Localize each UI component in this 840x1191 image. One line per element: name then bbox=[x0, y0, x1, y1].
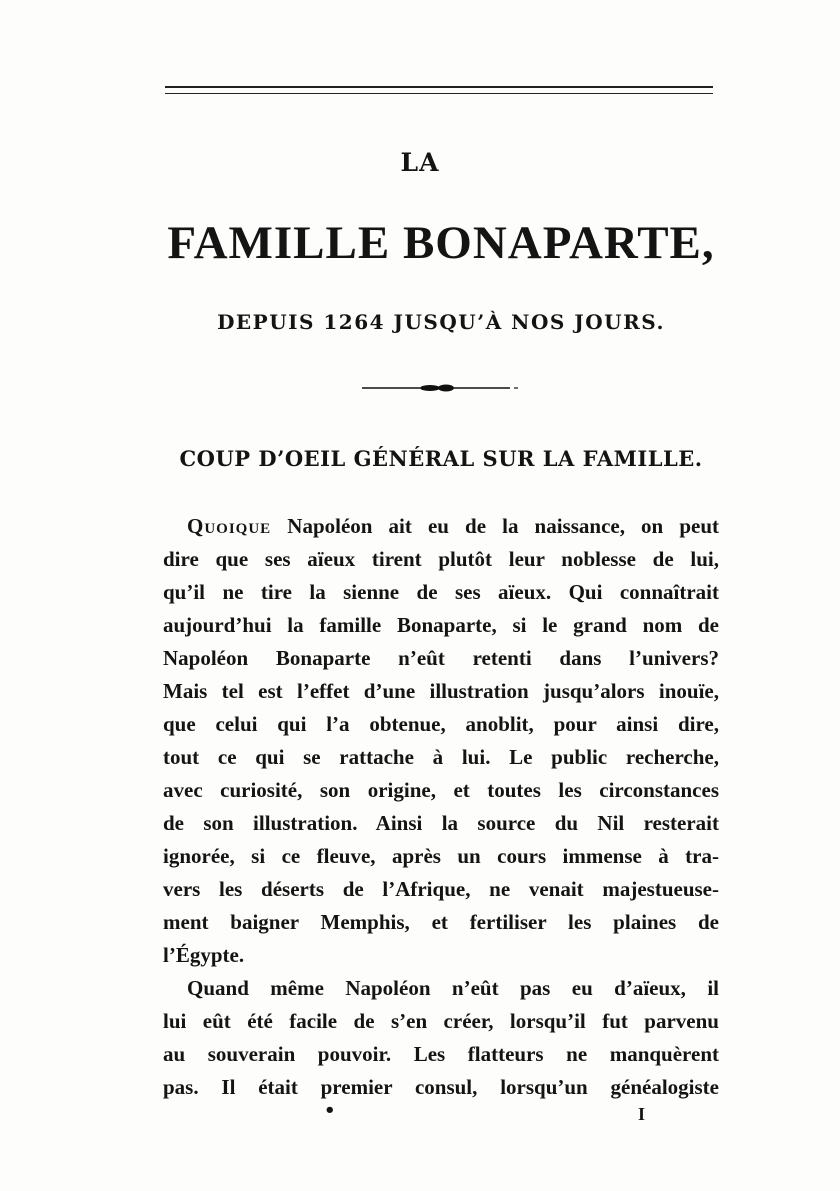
paragraph-1-line: dire que ses aïeux tirent plutôt leur noblesse de lui, bbox=[163, 547, 719, 571]
section-heading: COUP D’OEIL GÉNÉRAL SUR LA FAMILLE. bbox=[179, 446, 703, 471]
paragraph-1-line: aujourd’hui la famille Bonaparte, si le grand nom de bbox=[163, 613, 719, 637]
paragraph-1-line: tout ce qui se rattache à lui. Le public recherche, bbox=[163, 745, 719, 769]
top-double-rule bbox=[165, 86, 713, 94]
paragraph-1-line: Mais tel est l’effet d’une illustration jusqu’alors inouïe, bbox=[163, 679, 719, 703]
paragraph-1-line: Napoléon Bonaparte n’eût retenti dans l’univers? bbox=[163, 646, 719, 670]
subtitle: DEPUIS 1264 JUSQU’À NOS JOURS. bbox=[217, 310, 665, 334]
page-title: FAMILLE BONAPARTE, bbox=[167, 217, 715, 269]
paragraph-1-line-1 bbox=[163, 510, 719, 543]
paragraph-1-line: avec curiosité, son origine, et toutes les circonstances bbox=[163, 778, 719, 802]
signature-mark: I bbox=[638, 1104, 646, 1124]
paragraph-1-line-1-rest: Napoléon ait eu de la naissance, on peut bbox=[271, 514, 719, 538]
paragraph-1-line: l’Égypte. bbox=[163, 943, 245, 967]
paragraph-2-line: lui eût été facile de s’en créer, lorsqu’il fut parvenu bbox=[163, 1009, 719, 1033]
paragraph-2-line: pas. Il était premier consul, lorsqu’un généalogiste bbox=[163, 1075, 719, 1099]
paragraph-1-line: ignorée, si ce fleuve, après un cours immense à tra- bbox=[163, 844, 719, 868]
paragraph-1-line: de son illustration. Ainsi la source du Nil resterait bbox=[163, 811, 719, 835]
paragraph-1-line: qu’il ne tire la sienne de ses aïeux. Qui connaîtrait bbox=[163, 580, 719, 604]
paragraph-2-line: Quand même Napoléon n’eût pas eu d’aïeux, il bbox=[187, 976, 719, 1000]
pre-title: LA bbox=[400, 148, 440, 177]
paragraph-1-line: ment baigner Memphis, et fertiliser les plaines de bbox=[163, 910, 719, 934]
body-text bbox=[163, 510, 719, 1104]
footer-dot: • bbox=[324, 1100, 336, 1121]
paragraph-1-line: vers les déserts de l’Afrique, ne venait majestueuse- bbox=[163, 877, 719, 901]
paragraph-1-line: que celui qui l’a obtenue, anoblit, pour ainsi dire, bbox=[163, 712, 719, 736]
ornament-divider-icon bbox=[360, 380, 520, 396]
drop-word: Quoique bbox=[187, 514, 272, 538]
paragraph-2-line: au souverain pouvoir. Les flatteurs ne manquèrent bbox=[163, 1042, 719, 1066]
